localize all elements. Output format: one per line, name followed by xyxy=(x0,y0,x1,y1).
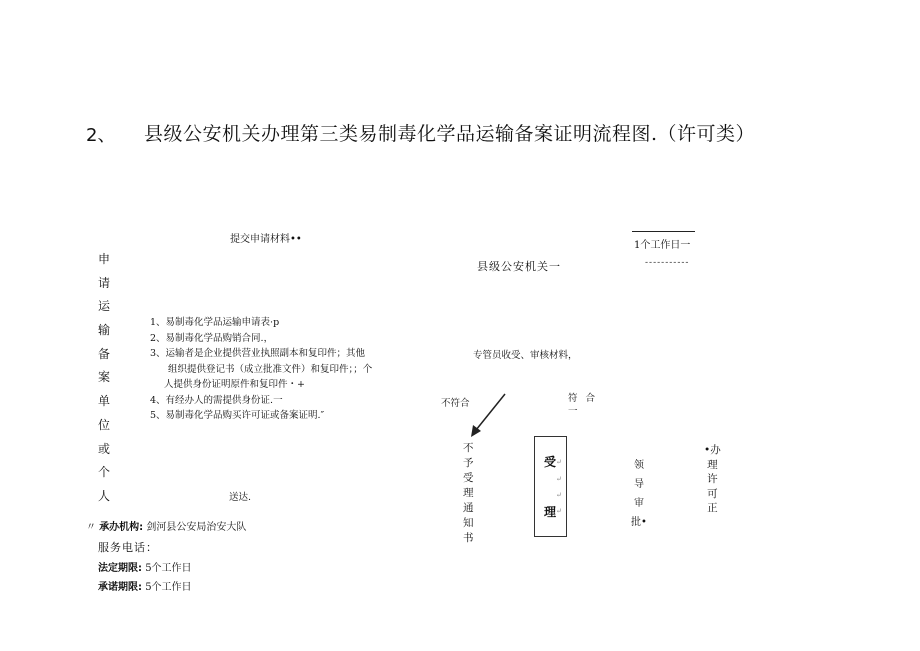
leader-char: 审 xyxy=(633,498,644,509)
leader-approval-column xyxy=(631,456,647,532)
applicant-char: 位 xyxy=(98,417,111,432)
applicant-char: 单 xyxy=(98,394,111,409)
legal-deadline xyxy=(98,559,192,574)
return-mark-icon: ↵ xyxy=(556,507,562,515)
applicant-char: 备 xyxy=(98,346,111,361)
workday-dashes: ----------- xyxy=(645,258,690,268)
return-mark-icon: ↵ xyxy=(556,458,562,466)
reject-notice-column xyxy=(463,441,474,544)
reject-char: 理 xyxy=(463,487,474,499)
accept-char: 理 xyxy=(544,505,557,519)
org-value: 剑河县公安局治安大队 xyxy=(146,522,247,533)
reject-char: 知 xyxy=(463,517,474,529)
reject-char: 受 xyxy=(463,472,474,484)
reject-char: 通 xyxy=(463,502,474,514)
promise-deadline-label: 承诺期限: xyxy=(98,582,142,593)
return-mark-icon: ↵ xyxy=(556,491,562,499)
materials-item: 2、易制毒化学品购销合同.， xyxy=(150,332,274,344)
match-label: 符合 xyxy=(568,393,604,404)
legal-deadline-label: 法定期限: xyxy=(98,563,142,574)
applicant-char: 运 xyxy=(98,299,111,314)
org-prefix: 〃 xyxy=(86,522,96,533)
materials-list xyxy=(150,315,372,424)
workday-divider xyxy=(632,231,695,232)
workday-note: 1个工作日一 xyxy=(634,240,691,251)
org-label: 承办机构: xyxy=(99,522,144,533)
reject-char: 予 xyxy=(463,457,474,469)
applicant-char: 输 xyxy=(98,323,111,338)
leader-char: 批• xyxy=(631,517,647,528)
materials-item: 5、易制毒化学品购买许可证或备案证明.″ xyxy=(150,410,325,421)
title-number: 2、 xyxy=(86,125,116,146)
reject-char: 书 xyxy=(463,532,474,544)
reject-char: 不 xyxy=(463,442,474,454)
permit-char: 可 xyxy=(707,487,718,500)
accept-char: 受 xyxy=(544,455,557,469)
clerk-review-label: 专管员收受、审核材料， xyxy=(473,350,578,361)
promise-deadline-value: 5个工作日 xyxy=(145,582,192,593)
materials-item: 人提供身份证明原件和复印件・+ xyxy=(164,379,305,390)
page-title: 县级公安机关办理第三类易制毒化学品运输备案证明流程图.（许可类） xyxy=(144,123,756,145)
deliver-label: 送达. xyxy=(229,492,252,503)
not-match-label: 不符合 xyxy=(441,398,470,409)
applicant-char: 请 xyxy=(98,275,111,290)
service-phone-label: 服务电话： xyxy=(98,541,158,554)
materials-item: 组织提供登记书（成立批准文件）和复印件；；个 xyxy=(168,363,373,375)
county-police-label: 县级公安机关一 xyxy=(477,260,561,273)
permit-char: 理 xyxy=(707,458,718,471)
permit-char: 正 xyxy=(707,502,718,514)
reject-arrow-icon xyxy=(468,392,508,438)
leader-char: 领 xyxy=(633,460,644,471)
match-dash: 一 xyxy=(568,406,578,417)
accept-box xyxy=(534,436,567,537)
leader-char: 导 xyxy=(633,479,644,490)
applicant-char: 个 xyxy=(98,465,111,480)
submit-materials-label: 提交申请材料•• xyxy=(230,234,302,245)
applicant-char: 或 xyxy=(98,441,111,456)
materials-item: 4、有经办人的需提供身份证.一 xyxy=(150,394,283,406)
applicant-char: 人 xyxy=(98,488,111,503)
applicant-char: 案 xyxy=(98,370,111,385)
materials-item: 1、易制毒化学品运输申请表·p xyxy=(150,317,280,328)
legal-deadline-value: 5个工作日 xyxy=(145,563,192,574)
promise-deadline xyxy=(98,578,192,593)
return-mark-icon: ↵ xyxy=(556,475,562,483)
org-line xyxy=(86,518,246,533)
permit-char: •办 xyxy=(704,444,721,456)
applicant-column xyxy=(98,248,110,509)
permit-issue-column xyxy=(704,443,721,516)
permit-char: 许 xyxy=(707,473,718,485)
materials-item: 3、运输者是企业提供营业执照副本和复印件；其他 xyxy=(150,348,366,359)
applicant-char: 申 xyxy=(98,252,111,266)
